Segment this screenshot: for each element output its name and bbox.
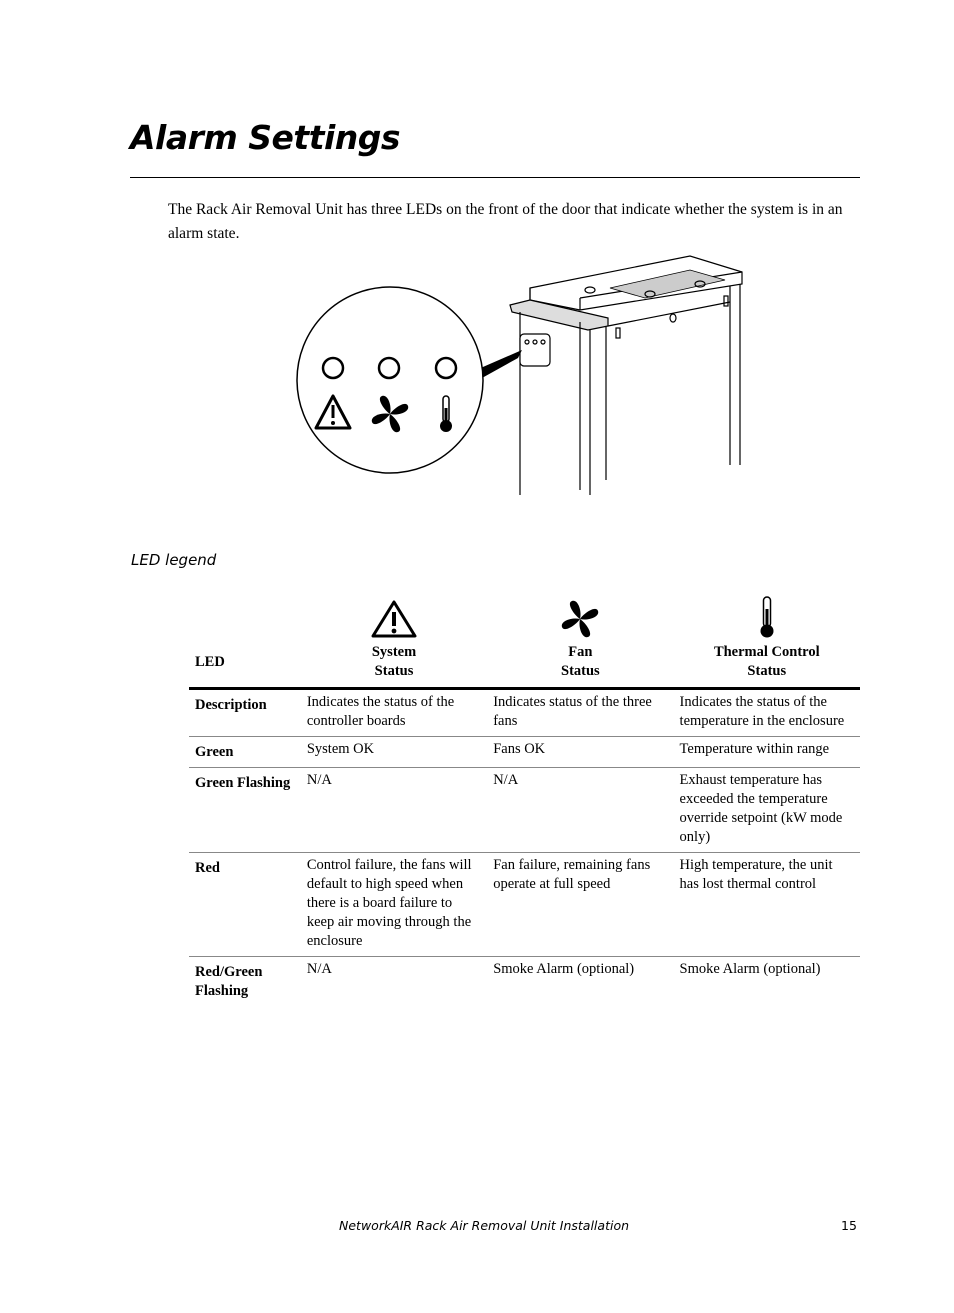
footer-page-number: 15 [841, 1218, 857, 1233]
intro-paragraph: The Rack Air Removal Unit has three LEDs on the front of the door that indicate whether the system is in an alarm state. [168, 201, 843, 242]
table-cell: N/A [306, 961, 332, 977]
table-cell: N/A [301, 768, 487, 853]
table-cell: Exhaust temperature has exceeded the temperature override setpoint (kW mode only) [674, 768, 860, 853]
table-cell: Indicates status of the three fans [487, 689, 673, 737]
thermal-control-status-header [674, 595, 860, 689]
table-cell: Smoke Alarm (optional) [679, 961, 821, 977]
table-cell: System OK [301, 737, 487, 768]
table-cell: Fan failure, remaining fans operate at full speed [487, 853, 673, 957]
table-cell: Indicates the status of the controller boards [301, 689, 487, 737]
table-header-row [189, 595, 860, 689]
thermometer-icon [757, 595, 777, 639]
table-row [189, 737, 860, 768]
led-column-header: LED [189, 595, 301, 689]
table-cell: High temperature, the unit has lost thermal control [674, 853, 860, 957]
table-cell: Temperature within range [674, 737, 860, 768]
thermal-status-label-line2: Status [747, 663, 787, 679]
fan-status-header [487, 595, 673, 689]
fan-status-label-line2: Status [561, 663, 600, 679]
table-cell: N/A [487, 768, 673, 853]
row-label: Red/Green Flashing [195, 964, 263, 999]
row-label: Green [189, 737, 301, 768]
warning-icon [370, 599, 418, 639]
table-cell: Smoke Alarm (optional) [493, 961, 635, 977]
row-label: Green Flashing [189, 768, 301, 853]
table-cell: Control failure, the fans will default to high speed when there is a board failure to keep air moving through the enclosure [301, 853, 487, 957]
table-cell: Indicates the status of the temperature in the enclosure [674, 689, 860, 737]
footer-document-title: NetworkAIR Rack Air Removal Unit Installation [339, 1218, 630, 1233]
system-status-label-line2: Status [374, 663, 414, 679]
table-row [189, 768, 860, 853]
fan-icon [560, 599, 600, 639]
row-label: Red [189, 853, 301, 957]
table-row [189, 853, 860, 957]
system-status-label-line1: System [371, 644, 417, 660]
title-rule [130, 177, 860, 178]
fan-status-label-line1: Fan [568, 644, 593, 660]
page-title: Alarm Settings [130, 118, 401, 157]
led-legend-table [189, 595, 860, 1006]
system-status-header [301, 595, 487, 689]
table-row [189, 689, 860, 737]
thermal-status-label-line1: Thermal Control [713, 644, 820, 660]
section-heading-led-legend: LED legend [131, 551, 217, 569]
row-label: Description [189, 689, 301, 737]
rack-unit-illustration [290, 250, 760, 500]
table-row [189, 957, 860, 1007]
table-cell: Fans OK [487, 737, 673, 768]
